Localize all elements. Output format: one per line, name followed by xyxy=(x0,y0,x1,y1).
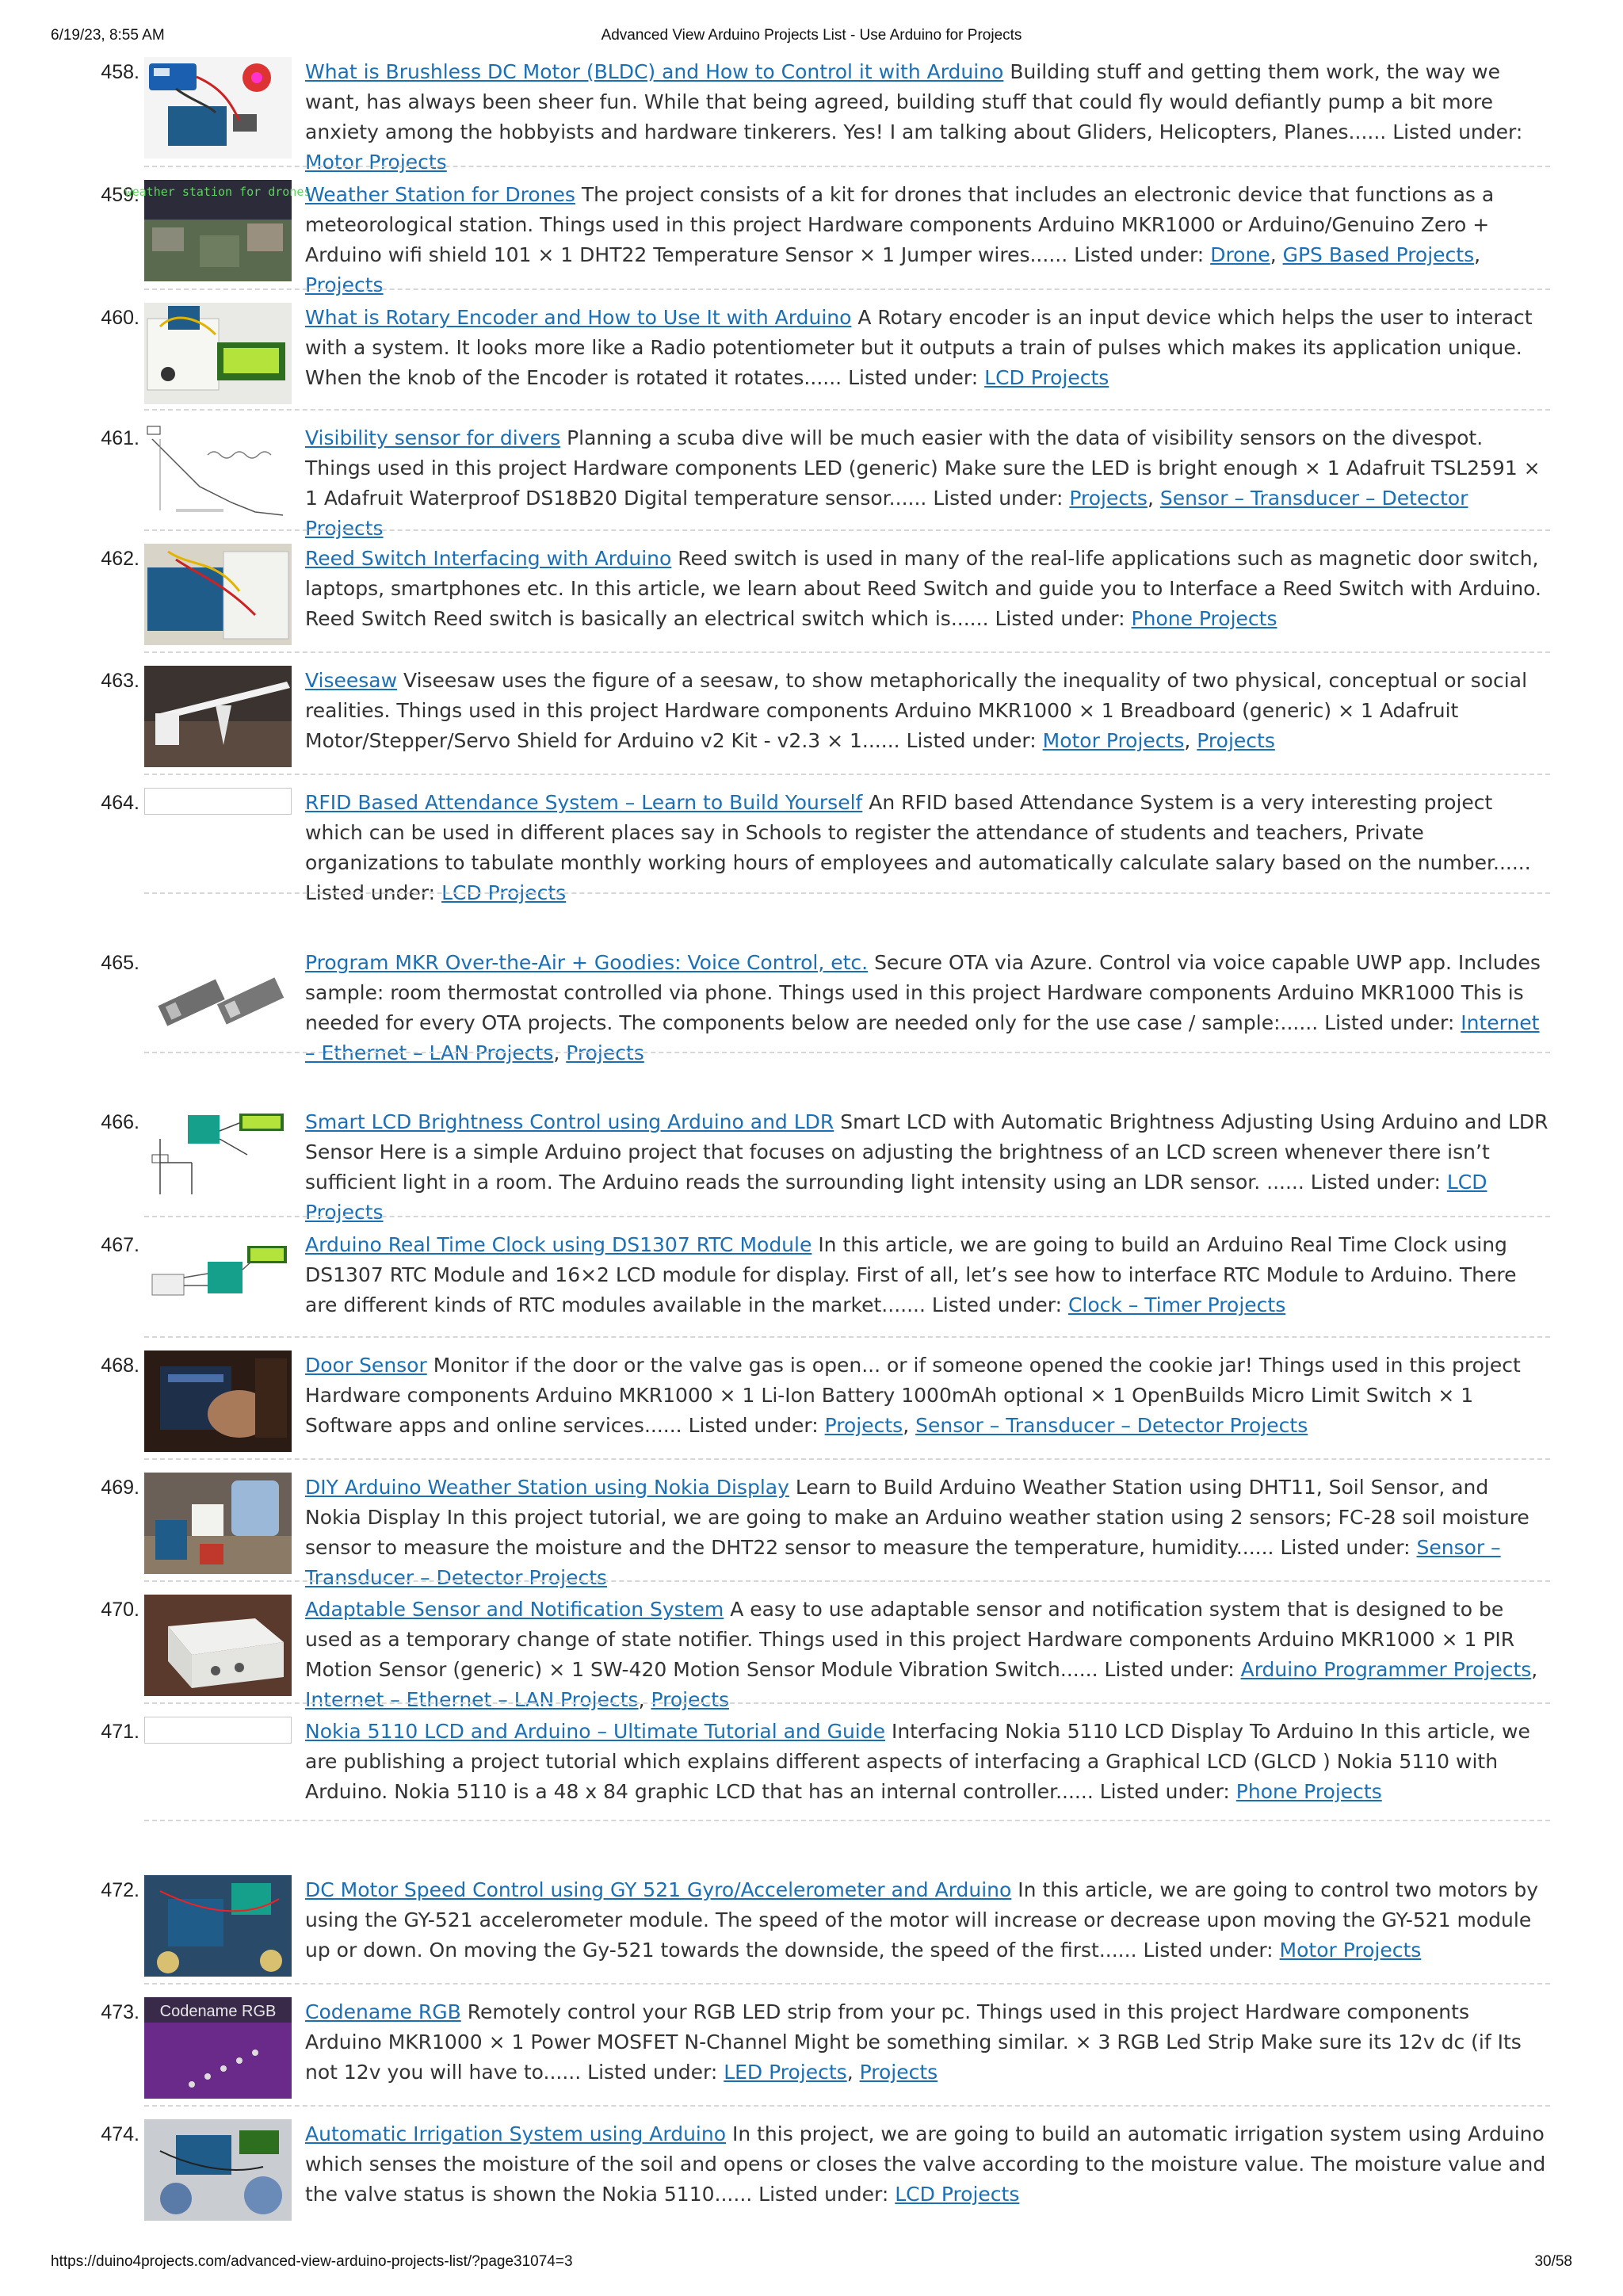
category-link[interactable]: Projects xyxy=(1197,729,1275,752)
listed-under-label: Listed under: xyxy=(1392,120,1523,143)
item-divider xyxy=(144,529,1550,531)
category-link[interactable]: Internet – Ethernet – LAN Projects xyxy=(305,1011,1540,1064)
project-title-link[interactable]: Reed Switch Interfacing with Arduino xyxy=(305,547,672,570)
listed-under-label: Listed under: xyxy=(931,1293,1062,1316)
project-thumbnail[interactable] xyxy=(144,1997,292,2099)
project-description: An RFID based Attendance System is a very interesting project which can be used in different places say in Schools to register the attendance of students and teachers, Private organizations to tabulate monthly working hours of employees and automatically calculate salary based on the number...... xyxy=(305,791,1531,874)
listed-under-label: Listed under: xyxy=(848,366,979,389)
item-text xyxy=(305,788,1549,908)
project-description: In this project, we are going to build an automatic irrigation system using Arduino which senses the moisture of the soil and opens or closes the valve according to the moisture value. The moisture value and the valve status is shown the Nokia 5110...... xyxy=(305,2122,1546,2206)
project-thumbnail[interactable] xyxy=(144,1595,292,1696)
item-text: Visibility sensor for divers Planning a scuba dive will be much easier with the data of visibility sensors on the divespot. Things used in this project Hardware components LED (generic) Make sure the LED is bright enough × 1 Adafruit TSL2591 × 1 Adafruit Waterproof DS18B20 Digital temperature sensor...... Listed under: Projects, Sensor – Transducer – Detector Projects xyxy=(305,426,1541,540)
listed-under-label: Listed under: xyxy=(1099,1780,1230,1803)
category-link[interactable]: Clock – Timer Projects xyxy=(1067,1293,1286,1316)
item-divider xyxy=(144,1702,1550,1704)
project-thumbnail[interactable] xyxy=(144,1473,292,1574)
category-link[interactable]: Projects xyxy=(859,2061,938,2084)
category-link[interactable]: LCD Projects xyxy=(305,1171,1487,1224)
item-divider xyxy=(144,1336,1550,1338)
project-description: Secure OTA via Azure. Control via voice capable UWP app. Includes sample: room thermostat controlled via phone. Things used in this project Hardware components Arduino MKR1000 This is needed for every OTA projects. The components below are needed only for the use case / sample:...... xyxy=(305,951,1541,1034)
listed-under-label: Listed under: xyxy=(1143,1939,1274,1962)
project-thumbnail[interactable] xyxy=(144,2119,292,2221)
listed-under-label: Listed under: xyxy=(906,729,1037,752)
item-text: Program MKR Over-the-Air + Goodies: Voice Control, etc. Secure OTA via Azure. Control via voice capable UWP app. Includes sample: room thermostat controlled via phone. Things used in this project Hardware components Arduino MKR1000 This is needed for every OTA projects. The components below are needed only for the use case / sample:...... Listed under: Internet – Ethernet – LAN Projects, Projects xyxy=(305,951,1541,1064)
item-divider xyxy=(144,1580,1550,1582)
project-title-link[interactable]: Arduino Real Time Clock using DS1307 RTC Module xyxy=(305,1233,812,1256)
item-number: 471. xyxy=(101,1721,139,1743)
project-description: The project consists of a kit for drones that includes an electronic device that functions as a meteorological station. Things used in this project Hardware components Arduino MKR1000 or Arduino/Genuino Zero + Arduino wifi shield 101 × 1 DHT22 Temperature Sensor × 1 Jumper wires...... xyxy=(305,183,1495,266)
item-text xyxy=(305,1473,1549,1593)
item-number: 472. xyxy=(101,1879,139,1901)
project-thumbnail[interactable] xyxy=(144,57,292,159)
item-divider xyxy=(144,774,1550,775)
item-number: 470. xyxy=(101,1599,139,1621)
print-datetime: 6/19/23, 8:55 AM xyxy=(51,27,165,44)
item-number: 462. xyxy=(101,548,139,570)
category-link[interactable]: Arduino Programmer Projects xyxy=(1240,1658,1532,1681)
project-title-link[interactable]: What is Brushless DC Motor (BLDC) and How to Control it with Arduino xyxy=(305,60,1004,83)
project-thumbnail[interactable] xyxy=(144,666,292,767)
project-thumbnail[interactable] xyxy=(144,544,292,645)
item-divider xyxy=(144,288,1550,290)
item-number: 466. xyxy=(101,1111,139,1133)
item-number: 473. xyxy=(101,2001,139,2023)
item-number: 461. xyxy=(101,427,139,449)
category-link[interactable]: GPS Based Projects xyxy=(1282,243,1475,266)
project-description: In this article, we are going to build an Arduino Real Time Clock using DS1307 RTC Module and 16×2 LCD module for display. First of all, let’s see how to interface RTC Module to Arduino. There are different kinds of RTC modules available in the market....... xyxy=(305,1233,1517,1316)
project-title-link[interactable]: Nokia 5110 LCD and Arduino – Ultimate Tutorial and Guide xyxy=(305,1720,885,1743)
print-footer xyxy=(51,2253,1572,2275)
category-link[interactable]: Motor Projects xyxy=(305,151,447,174)
listed-under-label: Listed under: xyxy=(1104,1658,1235,1681)
listed-under-label: Listed under: xyxy=(933,487,1064,510)
item-text xyxy=(305,2119,1549,2210)
item-divider xyxy=(144,1983,1550,1985)
listed-under-label: Listed under: xyxy=(995,607,1125,630)
category-link[interactable]: Motor Projects xyxy=(1042,729,1185,752)
category-link[interactable]: Internet – Ethernet – LAN Projects xyxy=(305,1688,639,1711)
item-number: 463. xyxy=(101,670,139,692)
project-title-link[interactable]: DC Motor Speed Control using GY 521 Gyro/Accelerometer and Arduino xyxy=(305,1878,1012,1901)
item-divider xyxy=(144,1458,1550,1460)
project-title-link[interactable]: Viseesaw xyxy=(305,669,398,692)
item-divider xyxy=(144,166,1550,167)
listed-under-label: Listed under: xyxy=(1324,1011,1455,1034)
category-link[interactable]: LCD Projects xyxy=(895,2183,1020,2206)
project-title-link[interactable]: Codename RGB xyxy=(305,2000,461,2023)
listed-under-label: Listed under: xyxy=(1280,1536,1411,1559)
broken-thumbnail-image[interactable] xyxy=(144,788,292,815)
category-link[interactable]: Phone Projects xyxy=(1131,607,1277,630)
listed-under-label: Listed under: xyxy=(758,2183,889,2206)
item-text xyxy=(305,57,1549,178)
project-thumbnail[interactable] xyxy=(144,303,292,404)
item-divider xyxy=(144,1820,1550,1821)
item-number: 464. xyxy=(101,792,139,814)
project-title-link[interactable]: Smart LCD Brightness Control using Arduino and LDR xyxy=(305,1110,834,1133)
project-description: Remotely control your RGB LED strip from your pc. Things used in this project Hardware components Arduino MKR1000 × 1 Power MOSFET N-Channel Might be something similar. × 3 RGB Led Strip Make sure its 12v dc (if Its not 12v you will have to...... xyxy=(305,2000,1522,2084)
item-text xyxy=(305,1717,1549,1807)
item-number: 458. xyxy=(101,61,139,83)
item-text: Adaptable Sensor and Notification System A easy to use adaptable sensor and notification system that is designed to be used as a temporary change of state notifier. Things used in this project Hardware components Arduino MKR1000 × 1 PIR Motion Sensor (generic) × 1 SW-420 Motion Sensor Module Vibration Switch...... Listed under: Arduino Programmer Projects, Internet – Ethernet – LAN Projects, Projects xyxy=(305,1598,1538,1711)
item-divider xyxy=(144,1216,1550,1217)
item-divider xyxy=(144,2105,1550,2107)
broken-thumbnail-image[interactable] xyxy=(144,1717,292,1744)
project-description: Interfacing Nokia 5110 LCD Display To Arduino In this article, we are publishing a project tutorial which explains different aspects of interfacing a Graphical LCD (GLCD ) Nokia 5110 with Arduino. Nokia 5110 is a 48 x 84 graphic LCD that has an internal controller...... xyxy=(305,1720,1530,1803)
category-link[interactable]: Phone Projects xyxy=(1235,1780,1382,1803)
item-text: Weather Station for Drones The project consists of a kit for drones that includes an electronic device that functions as a meteorological station. Things used in this project Hardware components Arduino MKR1000 or Arduino/Genuino Zero + Arduino wifi shield 101 × 1 DHT22 Temperature Sensor × 1 Jumper wires...... Listed under: Drone, GPS Based Projects, Projects xyxy=(305,183,1495,296)
page-url: https://duino4projects.com/advanced-view-arduino-projects-list/?page31074=3 xyxy=(51,2253,573,2270)
category-link[interactable]: Drone xyxy=(1210,243,1270,266)
category-link[interactable]: Projects xyxy=(305,273,384,296)
category-link[interactable]: Projects xyxy=(1069,487,1148,510)
item-number: 474. xyxy=(101,2123,139,2145)
project-title-link[interactable]: DIY Arduino Weather Station using Nokia Display xyxy=(305,1476,789,1499)
category-link[interactable]: Projects xyxy=(566,1041,644,1064)
project-thumbnail[interactable] xyxy=(144,1350,292,1452)
project-title-link[interactable]: What is Rotary Encoder and How to Use It with Arduino xyxy=(305,306,852,329)
listed-under-label: Listed under: xyxy=(688,1414,819,1437)
category-link[interactable]: Projects xyxy=(824,1414,903,1437)
project-thumbnail[interactable] xyxy=(144,1230,292,1331)
listed-under-label: Listed under: xyxy=(1074,243,1205,266)
item-text: Viseesaw Viseesaw uses the figure of a seesaw, to show metaphorically the inequality of two physical, conceptual or social realities. Things used in this project Hardware components Arduino MKR1000 × 1 Breadboard (generic) × 1 Adafruit Motor/Stepper/Servo Shield for Arduino v2 Kit - v2.3 × 1...... Listed under: Motor Projects, Projects xyxy=(305,669,1528,752)
print-header xyxy=(51,27,1572,49)
project-title-link[interactable]: Visibility sensor for divers xyxy=(305,426,561,449)
item-number: 468. xyxy=(101,1354,139,1377)
category-link[interactable]: LCD Projects xyxy=(984,366,1109,389)
category-link[interactable]: Projects xyxy=(651,1688,730,1711)
project-description: Building stuff and getting them work, the way we want, has always been sheer fun. While that being agreed, building stuff that could fly would defiantly pump a bit more anxiety among the hobbyists and hardware tinkerers. Yes! I am talking about Gliders, Helicopters, Planes...... xyxy=(305,60,1500,143)
item-text xyxy=(305,1230,1549,1320)
item-number: 459. xyxy=(101,184,139,206)
project-description: Learn to Build Arduino Weather Station using DHT11, Soil Sensor, and Nokia Display In this project tutorial, we are going to make an Arduino weather station using 2 sensors; FC-28 soil moisture sensor to measure the moisture and the DHT22 sensor to measure the temperature, humidity...... xyxy=(305,1476,1529,1559)
project-description: Smart LCD with Automatic Brightness Adjusting Using Arduino and LDR Sensor Here is a simple Arduino project that focuses on adjusting the brightness of an LCD screen whenever there isn’t sufficient light in a room. The Arduino reads the surrounding light intensity using an LDR sensor. ...... xyxy=(305,1110,1549,1194)
item-text xyxy=(305,1107,1549,1228)
project-description: A Rotary encoder is an input device which helps the user to interact with a system. It looks more like a Radio potentiometer but it outputs a train of pulses which makes its application unique. When the knob of the Encoder is rotated it rotates...... xyxy=(305,306,1533,389)
project-title-link[interactable]: Program MKR Over-the-Air + Goodies: Voice Control, etc. xyxy=(305,951,869,974)
listed-under-label: Listed under: xyxy=(1310,1171,1441,1194)
project-description: Monitor if the door or the valve gas is open... or if someone opened the cookie jar! Things used in this project Hardware components Arduino MKR1000 × 1 Li-Ion Battery 1000mAh optional × 1 OpenBuilds Micro Limit Switch × 1 Software apps and online services...... xyxy=(305,1354,1521,1437)
project-description: Planning a scuba dive will be much easier with the data of visibility sensors on the divespot. Things used in this project Hardware components LED (generic) Make sure the LED is bright enough × 1 Adafruit TSL2591 × 1 Adafruit Waterproof DS18B20 Digital temperature sensor...... xyxy=(305,426,1541,510)
category-link[interactable]: Motor Projects xyxy=(1279,1939,1422,1962)
project-thumbnail[interactable] xyxy=(144,423,292,525)
project-title-link[interactable]: RFID Based Attendance System – Learn to Build Yourself xyxy=(305,791,863,814)
item-number: 465. xyxy=(101,952,139,974)
category-link[interactable]: LCD Projects xyxy=(441,881,567,904)
item-number: 460. xyxy=(101,307,139,329)
listed-under-label: Listed under: xyxy=(587,2061,718,2084)
print-title: Advanced View Arduino Projects List - Use Arduino for Projects xyxy=(601,27,1022,44)
item-text xyxy=(305,303,1549,393)
category-link[interactable]: Sensor – Transducer – Detector Projects xyxy=(305,1536,1501,1589)
item-number: 469. xyxy=(101,1477,139,1499)
project-title-link[interactable]: Adaptable Sensor and Notification System xyxy=(305,1598,724,1621)
project-description: A easy to use adaptable sensor and notification system that is designed to be used as a temporary change of state notifier. Things used in this project Hardware components Arduino MKR1000 × 1 PIR Motion Sensor (generic) × 1 SW-420 Motion Sensor Module Vibration Switch...... xyxy=(305,1598,1515,1681)
category-link[interactable]: Sensor – Transducer – Detector Projects xyxy=(305,487,1468,540)
item-text xyxy=(305,1875,1549,1966)
page-number: 30/58 xyxy=(1534,2253,1572,2270)
rgb-thumb-text: Codename RGB xyxy=(159,2003,277,2020)
item-divider xyxy=(144,409,1550,411)
item-text: Door Sensor Monitor if the door or the valve gas is open... or if someone opened the cookie jar! Things used in this project Hardware components Arduino MKR1000 × 1 Li-Ion Battery 1000mAh optional × 1 OpenBuilds Micro Limit Switch × 1 Software apps and online services...... Listed under: Projects, Sensor – Transducer – Detector Projects xyxy=(305,1354,1521,1437)
project-thumbnail[interactable] xyxy=(124,180,311,281)
item-text xyxy=(305,544,1549,634)
project-title-link[interactable]: Door Sensor xyxy=(305,1354,427,1377)
project-description: Reed switch is used in many of the real-life applications such as magnetic door switch, laptops, smartphones etc. In this article, we learn about Reed Switch and guide you to Interface a Reed Switch with Arduino. Reed Switch Reed switch is basically an electrical switch which is...... xyxy=(305,547,1541,630)
project-thumbnail[interactable] xyxy=(144,948,292,1049)
project-description: In this article, we are going to control two motors by using the GY-521 accelerometer module. The speed of the motor will increase or decrease upon moving the GY-521 module up or down. On moving the Gy-521 towards the downside, the speed of the first...... xyxy=(305,1878,1539,1962)
item-number: 467. xyxy=(101,1234,139,1256)
category-link[interactable]: LED Projects xyxy=(724,2061,847,2084)
drone-thumb-text: weather station for drones xyxy=(124,185,311,199)
project-description: Viseesaw uses the figure of a seesaw, to show metaphorically the inequality of two physical, conceptual or social realities. Things used in this project Hardware components Arduino MKR1000 × 1 Breadboard (generic) × 1 Adafruit Motor/Stepper/Servo Shield for Arduino v2 Kit - v2.3 × 1...... xyxy=(305,669,1528,752)
item-divider xyxy=(144,1052,1550,1053)
listed-under-label: Listed under: xyxy=(305,881,436,904)
project-title-link[interactable]: Automatic Irrigation System using Arduino xyxy=(305,2122,727,2145)
item-divider xyxy=(144,651,1550,653)
item-divider xyxy=(144,892,1550,894)
category-link[interactable]: Sensor – Transducer – Detector Projects xyxy=(915,1414,1308,1437)
project-thumbnail[interactable] xyxy=(144,1875,292,1977)
project-title-link[interactable]: Weather Station for Drones xyxy=(305,183,575,206)
item-text: Codename RGB Remotely control your RGB LED strip from your pc. Things used in this project Hardware components Arduino MKR1000 × 1 Power MOSFET N-Channel Might be something similar. × 3 RGB Led Strip Make sure its 12v dc (if Its not 12v you will have to...... Listed under: LED Projects, Projects xyxy=(305,2000,1522,2084)
project-thumbnail[interactable] xyxy=(144,1107,292,1209)
